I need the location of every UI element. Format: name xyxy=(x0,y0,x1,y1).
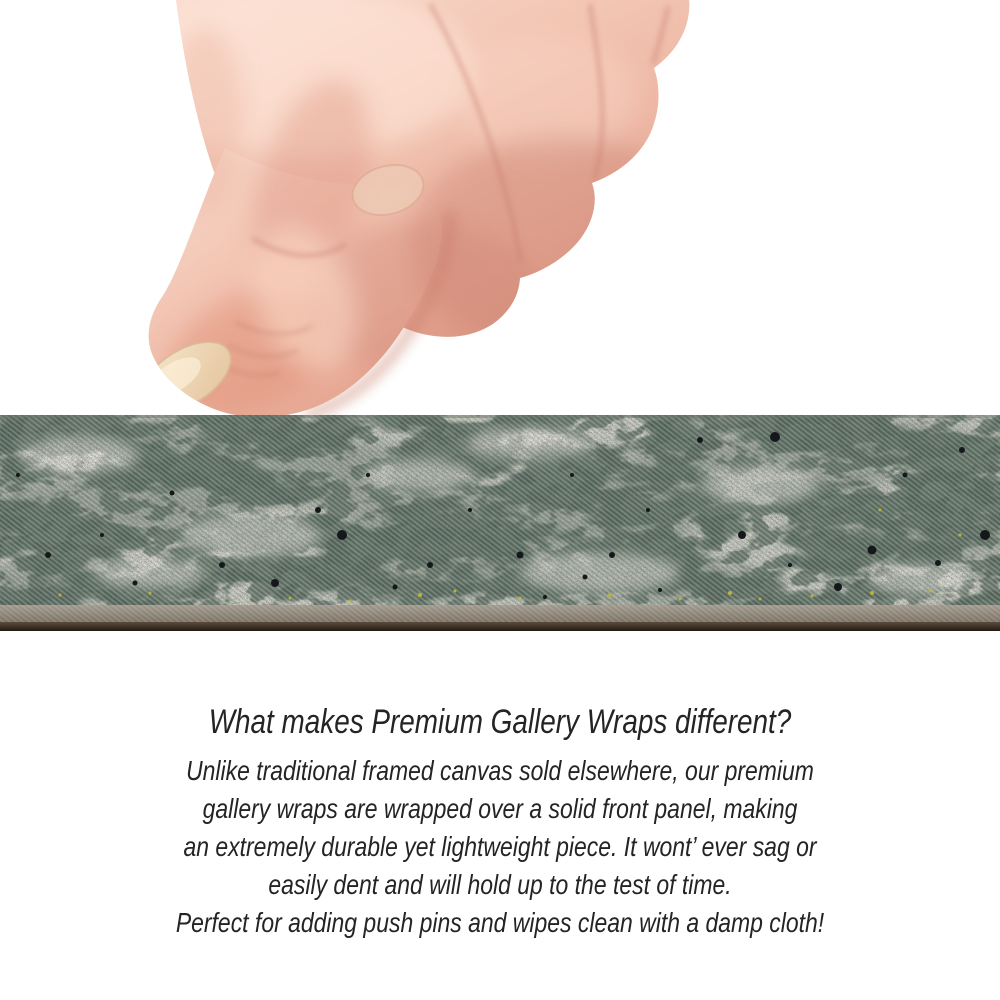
headline: What makes Premium Gallery Wraps different? xyxy=(208,703,792,741)
description-text-block xyxy=(90,700,910,942)
body-line-5: Perfect for adding push pins and wipes clean with a damp cloth! xyxy=(175,907,825,938)
body-line-4: easily dent and will hold up to the test of time. xyxy=(268,869,732,900)
canvas-wrap-edge-image xyxy=(0,415,1000,633)
panel-side-weave xyxy=(0,605,1000,623)
panel-bottom-edge xyxy=(0,622,1000,631)
canvas-top-edge xyxy=(0,415,1000,418)
body-line-1: Unlike traditional framed canvas sold elsewhere, our premium xyxy=(186,755,814,786)
body-line-2: gallery wraps are wrapped over a solid front panel, making xyxy=(202,793,798,824)
body-line-3: an extremely durable yet lightweight piece. It wont’ ever sag or xyxy=(183,831,817,862)
canvas-grain xyxy=(0,415,1000,607)
hand-pressing-thumb-image xyxy=(0,0,1000,432)
